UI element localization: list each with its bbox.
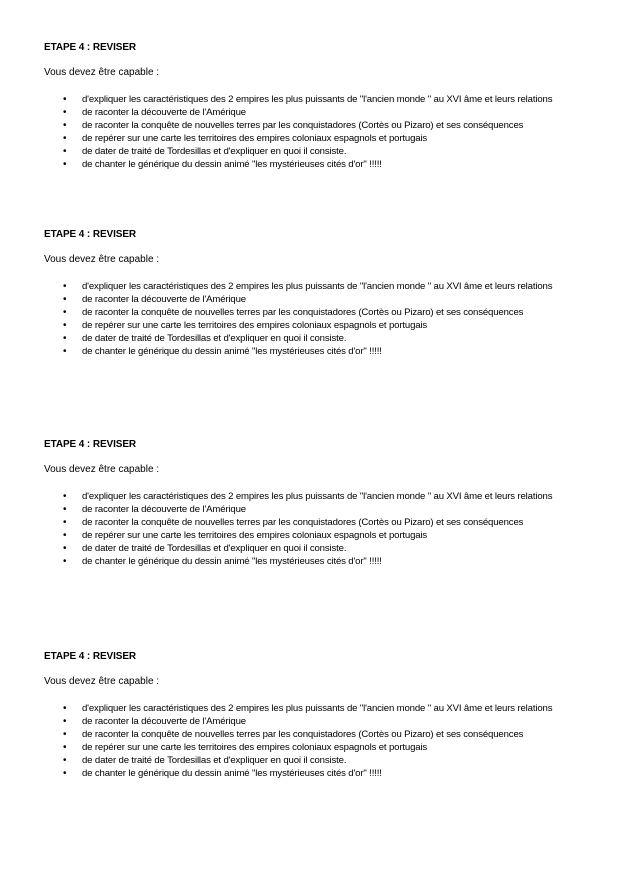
list-item-text: d'expliquer les caractéristiques des 2 empires les plus puissants de "l'ancien monde " au XVI âme et leurs relations <box>82 281 553 292</box>
section-intro: Vous devez être capable : <box>44 464 160 475</box>
bullet-icon: • <box>63 716 67 727</box>
list-item <box>44 106 584 119</box>
list-item <box>44 555 584 568</box>
list-item-text: de repérer sur une carte les territoires des empires coloniaux espagnols et portugais <box>82 530 428 541</box>
bullet-icon: • <box>63 294 67 305</box>
list-item <box>44 93 584 106</box>
bullet-icon: • <box>63 543 67 554</box>
list-item-text: de raconter la découverte de l'Amérique <box>82 716 246 727</box>
revision-section <box>44 228 584 358</box>
list-item <box>44 293 584 306</box>
bullet-icon: • <box>63 703 67 714</box>
list-item-text: de dater de traité de Tordesillas et d'expliquer en quoi il consiste. <box>82 146 347 157</box>
list-item <box>44 345 584 358</box>
list-item-text: de raconter la découverte de l'Amérique <box>82 504 246 515</box>
list-item-text: de raconter la découverte de l'Amérique <box>82 294 246 305</box>
list-item-text: de raconter la conquête de nouvelles terres par les conquistadores (Cortès ou Pizaro) et ses conséquences <box>82 120 524 131</box>
objectives-list <box>44 702 584 780</box>
bullet-icon: • <box>63 517 67 528</box>
list-item <box>44 158 584 171</box>
bullet-icon: • <box>63 556 67 567</box>
bullet-icon: • <box>63 530 67 541</box>
objectives-list <box>44 93 584 171</box>
list-item-text: d'expliquer les caractéristiques des 2 empires les plus puissants de "l'ancien monde " au XVI âme et leurs relations <box>82 491 553 502</box>
list-item-text: de dater de traité de Tordesillas et d'expliquer en quoi il consiste. <box>82 543 347 554</box>
list-item <box>44 542 584 555</box>
section-intro: Vous devez être capable : <box>44 676 160 687</box>
section-title: ETAPE 4 : REVISER <box>44 42 137 53</box>
objectives-list <box>44 280 584 358</box>
bullet-icon: • <box>63 133 67 144</box>
list-item <box>44 319 584 332</box>
list-item <box>44 702 584 715</box>
section-intro: Vous devez être capable : <box>44 67 160 78</box>
revision-section <box>44 41 584 171</box>
objectives-list <box>44 490 584 568</box>
list-item <box>44 767 584 780</box>
section-title: ETAPE 4 : REVISER <box>44 651 137 662</box>
list-item <box>44 132 584 145</box>
bullet-icon: • <box>63 742 67 753</box>
list-item <box>44 119 584 132</box>
list-item <box>44 741 584 754</box>
list-item <box>44 754 584 767</box>
list-item <box>44 280 584 293</box>
bullet-icon: • <box>63 281 67 292</box>
list-item-text: de raconter la découverte de l'Amérique <box>82 107 246 118</box>
bullet-icon: • <box>63 504 67 515</box>
bullet-icon: • <box>63 107 67 118</box>
bullet-icon: • <box>63 491 67 502</box>
list-item-text: d'expliquer les caractéristiques des 2 empires les plus puissants de "l'ancien monde " au XVI âme et leurs relations <box>82 703 553 714</box>
section-title: ETAPE 4 : REVISER <box>44 439 137 450</box>
list-item-text: de repérer sur une carte les territoires des empires coloniaux espagnols et portugais <box>82 742 428 753</box>
list-item-text: de chanter le générique du dessin animé "les mystérieuses cités d'or" !!!!! <box>82 768 382 779</box>
list-item-text: de chanter le générique du dessin animé "les mystérieuses cités d'or" !!!!! <box>82 556 382 567</box>
revision-section <box>44 438 584 568</box>
bullet-icon: • <box>63 346 67 357</box>
bullet-icon: • <box>63 320 67 331</box>
list-item-text: de raconter la conquête de nouvelles terres par les conquistadores (Cortès ou Pizaro) et ses conséquences <box>82 307 524 318</box>
bullet-icon: • <box>63 146 67 157</box>
revision-section <box>44 650 584 780</box>
bullet-icon: • <box>63 120 67 131</box>
bullet-icon: • <box>63 333 67 344</box>
list-item <box>44 145 584 158</box>
list-item-text: de raconter la conquête de nouvelles terres par les conquistadores (Cortès ou Pizaro) et ses conséquences <box>82 517 524 528</box>
bullet-icon: • <box>63 729 67 740</box>
bullet-icon: • <box>63 94 67 105</box>
list-item <box>44 490 584 503</box>
bullet-icon: • <box>63 768 67 779</box>
list-item <box>44 516 584 529</box>
list-item <box>44 503 584 516</box>
list-item <box>44 306 584 319</box>
bullet-icon: • <box>63 307 67 318</box>
list-item <box>44 728 584 741</box>
bullet-icon: • <box>63 755 67 766</box>
list-item-text: de chanter le générique du dessin animé "les mystérieuses cités d'or" !!!!! <box>82 346 382 357</box>
list-item-text: de raconter la conquête de nouvelles terres par les conquistadores (Cortès ou Pizaro) et ses conséquences <box>82 729 524 740</box>
list-item <box>44 529 584 542</box>
section-title: ETAPE 4 : REVISER <box>44 229 137 240</box>
list-item-text: de dater de traité de Tordesillas et d'expliquer en quoi il consiste. <box>82 333 347 344</box>
list-item <box>44 332 584 345</box>
list-item-text: de repérer sur une carte les territoires des empires coloniaux espagnols et portugais <box>82 320 428 331</box>
list-item-text: de chanter le générique du dessin animé "les mystérieuses cités d'or" !!!!! <box>82 159 382 170</box>
list-item-text: de dater de traité de Tordesillas et d'expliquer en quoi il consiste. <box>82 755 347 766</box>
section-intro: Vous devez être capable : <box>44 254 160 265</box>
list-item-text: de repérer sur une carte les territoires des empires coloniaux espagnols et portugais <box>82 133 428 144</box>
bullet-icon: • <box>63 159 67 170</box>
list-item-text: d'expliquer les caractéristiques des 2 empires les plus puissants de "l'ancien monde " au XVI âme et leurs relations <box>82 94 553 105</box>
list-item <box>44 715 584 728</box>
